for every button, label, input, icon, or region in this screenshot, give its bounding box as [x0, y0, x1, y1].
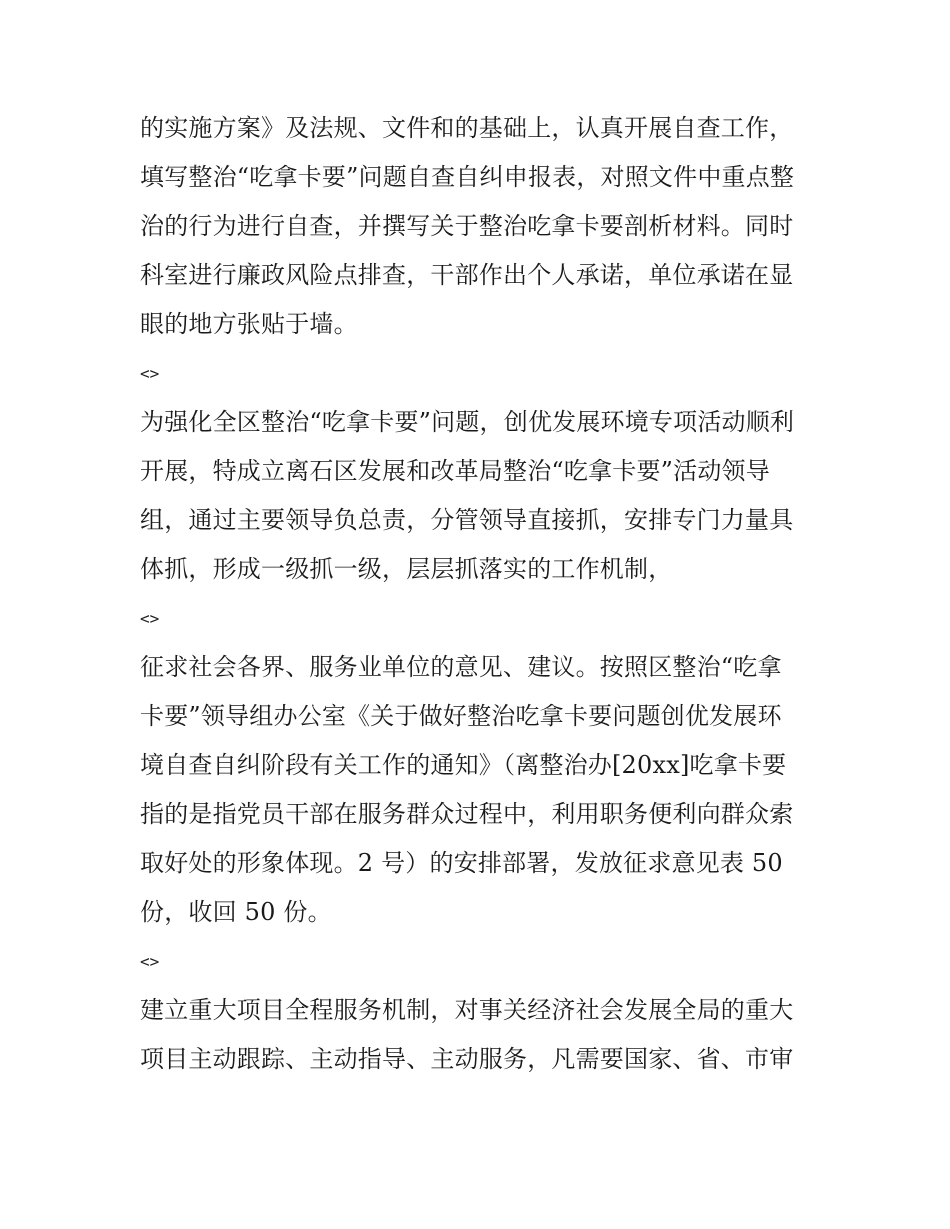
text-line: 科室进行廉政风险点排查，干部作出个人承诺，单位承诺在显 — [140, 261, 794, 289]
text-line: 眼的地方张贴于墙。 — [140, 310, 358, 338]
text-line: 的实施方案》及法规、文件和的基础上，认真开展自查工作， — [140, 114, 794, 142]
section-separator: <> — [140, 609, 160, 628]
text-line: 境自查自纠阶段有关工作的通知》（离整治办[20xx]吃拿卡要 — [140, 751, 787, 779]
text-line: 体抓，形成一级抓一级，层层抓落实的工作机制， — [140, 555, 673, 583]
text-line: 组，通过主要领导负总责，分管领导直接抓，安排专门力量具 — [140, 506, 794, 534]
text-line: 开展，特成立离石区发展和改革局整治“吃拿卡要”活动领导 — [140, 457, 770, 485]
text-line: 征求社会各界、服务业单位的意见、建议。按照区整治“吃拿 — [140, 653, 782, 681]
document-body — [140, 104, 820, 1084]
text-line: 建立重大项目全程服务机制，对事关经济社会发展全局的重大 — [140, 996, 794, 1024]
text-line: 指的是指党员干部在服务群众过程中，利用职务便利向群众索 — [140, 800, 794, 828]
section-separator: <> — [140, 952, 160, 971]
text-line: 治的行为进行自查，并撰写关于整治吃拿卡要剖析材料。同时 — [140, 212, 794, 240]
text-line: 为强化全区整治“吃拿卡要”问题，创优发展环境专项活动顺利 — [140, 408, 795, 436]
text-line: 份，收回 50 份。 — [140, 898, 332, 926]
text-line: 项目主动跟踪、主动指导、主动服务，凡需要国家、省、市审 — [140, 1045, 794, 1073]
text-line: 填写整治“吃拿卡要”问题自查自纠申报表，对照文件中重点整 — [140, 163, 795, 191]
text-line: 卡要”领导组办公室《关于做好整治吃拿卡要问题创优发展环 — [140, 702, 782, 730]
text-line: 取好处的形象体现。2 号）的安排部署，发放征求意见表 50 — [140, 849, 783, 877]
section-separator: <> — [140, 364, 160, 383]
